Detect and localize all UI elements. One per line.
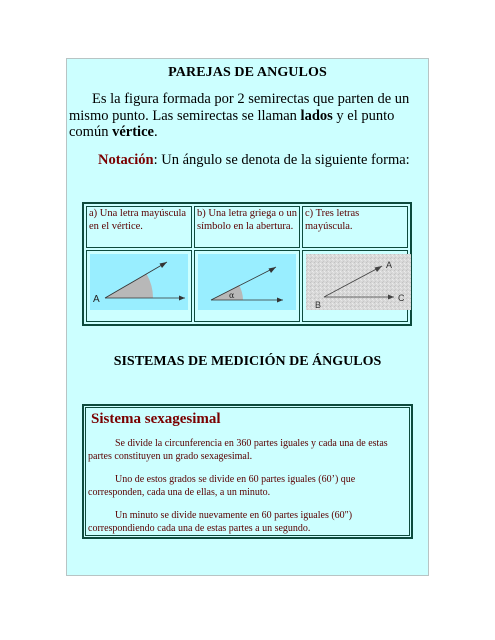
example-a-cell: [86, 250, 192, 322]
angle-diagram-a: [90, 254, 188, 310]
vertex-label-a: A: [93, 294, 100, 305]
example-c-cell: [302, 250, 408, 322]
notation-paragraph: [69, 152, 427, 169]
intro-bold-lados: lados: [300, 107, 333, 124]
section-title-measurement: SISTEMAS DE MEDICIÓN DE ÁNGULOS: [113, 354, 382, 369]
notation-label: Notación: [98, 152, 154, 168]
sexagesimal-inner: [85, 407, 410, 536]
intro-text-2: y el punto común: [69, 107, 395, 140]
example-b-cell: [194, 250, 300, 322]
example-c-text: c) Tres letras mayúscula.: [302, 206, 408, 248]
angle-diagram-c: [306, 254, 404, 310]
sexagesimal-title: Sistema sexagesimal: [91, 411, 221, 427]
opening-label-alpha: α: [229, 291, 235, 300]
examples-table: [82, 202, 412, 326]
intro-text-1: Es la figura formada por 2 semirectas que parten de un mismo punto. Las semirectas se llaman: [69, 91, 410, 124]
example-a-text: a) Una letra mayúscula en el vértice.: [86, 206, 192, 248]
angle-diagram-b: [198, 254, 296, 310]
vertex-label-b: B: [315, 300, 322, 310]
sexagesimal-paragraph-1: Se divide la circunferencia en 360 partes iguales y cada una de estas partes constituyen un grado sexagesimal.: [88, 438, 388, 462]
example-b-text: b) Una letra griega o un símbolo en la abertura.: [194, 206, 300, 248]
point-label-a: A: [386, 260, 393, 270]
notation-text: : Un ángulo se denota de la siguiente forma:: [153, 152, 410, 168]
point-label-c: C: [398, 293, 405, 303]
page-title: PAREJAS DE ANGULOS: [168, 65, 327, 80]
intro-paragraph: [69, 91, 419, 141]
intro-bold-vertice: vértice: [112, 124, 154, 140]
content-panel: [66, 58, 429, 576]
sexagesimal-box: [82, 404, 413, 539]
diagram-c-background: [306, 254, 411, 310]
sexagesimal-paragraph-3: Un minuto se divide nuevamente en 60 partes iguales (60") correspondiendo cada una de estas partes a un segundo.: [88, 510, 353, 534]
intro-text-3: .: [153, 124, 158, 140]
sexagesimal-paragraph-2: Uno de estos grados se divide en 60 partes iguales (60’) que corresponden, cada una de ellas, a un minuto.: [88, 474, 356, 498]
